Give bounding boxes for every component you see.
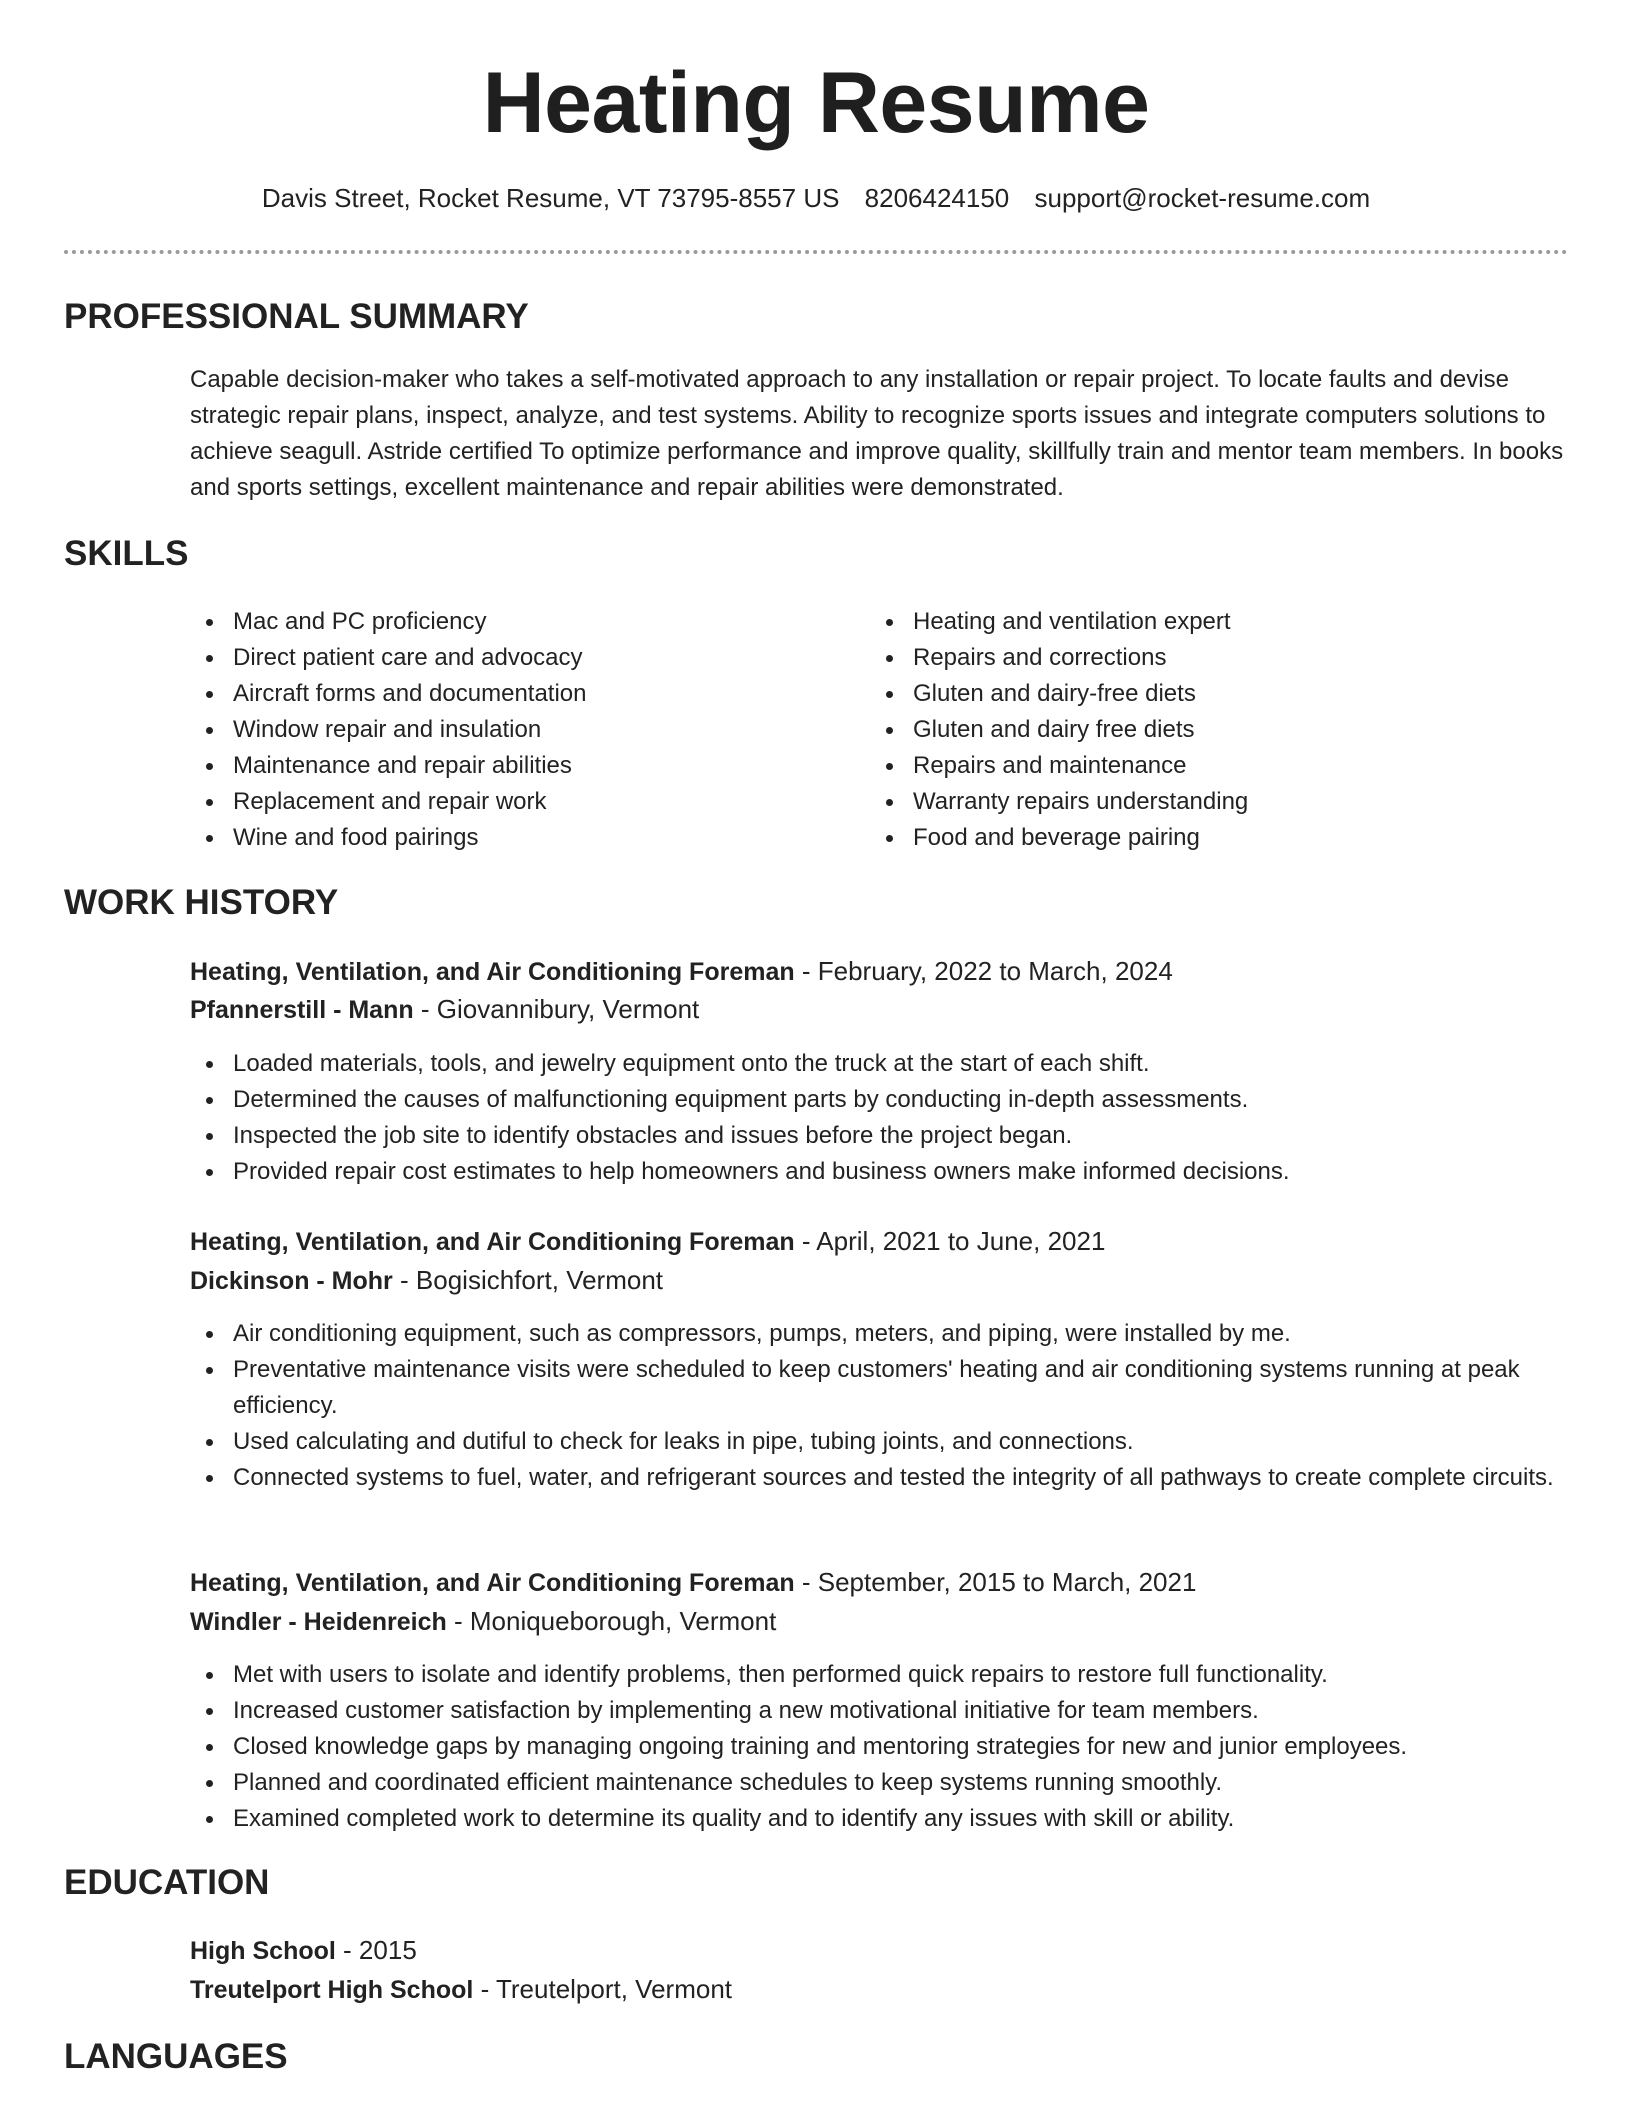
skill-item: Gluten and dairy-free diets	[870, 676, 1490, 712]
job-dates: - April, 2021 to June, 2021	[794, 1226, 1106, 1256]
job-title-line	[190, 1222, 1570, 1261]
job-dates: - September, 2015 to March, 2021	[794, 1567, 1197, 1597]
job-bullet: Examined completed work to determine its quality and to identify any issues with skill or ability.	[190, 1801, 1570, 1837]
job-bullet: Increased customer satisfaction by implementing a new motivational initiative for team members.	[190, 1693, 1570, 1729]
job-bullet: Loaded materials, tools, and jewelry equipment onto the truck at the start of each shift.	[190, 1046, 1570, 1082]
summary-heading: PROFESSIONAL SUMMARY	[64, 297, 529, 336]
education-degree: High School	[190, 1937, 336, 1965]
education-year: - 2015	[335, 1935, 417, 1965]
job-bullet: Determined the causes of malfunctioning equipment parts by conducting in-depth assessments.	[190, 1082, 1570, 1118]
languages-heading: LANGUAGES	[64, 2037, 288, 2076]
job-company-line	[190, 1261, 1570, 1300]
skill-item: Gluten and dairy free diets	[870, 712, 1490, 748]
skill-item: Wine and food pairings	[190, 820, 810, 856]
job-dates: - February, 2022 to March, 2024	[794, 956, 1173, 986]
job-bullets	[190, 1046, 1570, 1190]
skill-item: Heating and ventilation expert	[870, 604, 1490, 640]
job-bullet: Used calculating and dutiful to check for leaks in pipe, tubing joints, and connections.	[190, 1424, 1570, 1460]
job-bullets	[190, 1657, 1570, 1837]
job-bullet: Connected systems to fuel, water, and refrigerant sources and tested the integrity of all pathways to create complete circuits.	[190, 1460, 1570, 1496]
skill-item: Window repair and insulation	[190, 712, 810, 748]
education-degree-line	[190, 1931, 1570, 1970]
skill-item: Repairs and corrections	[870, 640, 1490, 676]
job-role: Heating, Ventilation, and Air Conditioning Foreman	[190, 1228, 795, 1256]
job-bullet: Planned and coordinated efficient maintenance schedules to keep systems running smoothly.	[190, 1765, 1570, 1801]
job-company-line	[190, 1602, 1570, 1641]
job-title-line	[190, 1563, 1570, 1602]
phone: 8206424150	[864, 183, 1010, 213]
job-location: - Moniqueborough, Vermont	[446, 1606, 777, 1636]
job-role: Heating, Ventilation, and Air Conditioning Foreman	[190, 1569, 795, 1597]
job-role: Heating, Ventilation, and Air Conditioning Foreman	[190, 958, 795, 986]
job-company: Windler - Heidenreich	[190, 1608, 447, 1636]
job-bullet: Air conditioning equipment, such as compressors, pumps, meters, and piping, were installed by me.	[190, 1316, 1570, 1352]
skill-item: Direct patient care and advocacy	[190, 640, 810, 676]
skill-item: Replacement and repair work	[190, 784, 810, 820]
job-company: Dickinson - Mohr	[190, 1267, 393, 1295]
skill-item: Aircraft forms and documentation	[190, 676, 810, 712]
email: support@rocket-resume.com	[1034, 183, 1371, 213]
job-location: - Bogisichfort, Vermont	[392, 1265, 664, 1295]
education-location: - Treutelport, Vermont	[473, 1974, 733, 2004]
resume-name: Heating Resume	[482, 55, 1150, 151]
job-bullet: Closed knowledge gaps by managing ongoing training and mentoring strategies for new and junior employees.	[190, 1729, 1570, 1765]
skills-heading: SKILLS	[64, 534, 189, 573]
address: Davis Street, Rocket Resume, VT 73795-8557 US	[261, 183, 840, 213]
job-company: Pfannerstill - Mann	[190, 996, 414, 1024]
job-bullet: Inspected the job site to identify obstacles and issues before the project began.	[190, 1118, 1570, 1154]
job-bullets	[190, 1316, 1570, 1496]
contact-line	[0, 180, 1632, 216]
skills-list-right	[870, 604, 1490, 856]
education-school: Treutelport High School	[190, 1976, 474, 2004]
job-company-line	[190, 990, 1570, 1029]
job-title-line	[190, 952, 1570, 991]
work-history-heading: WORK HISTORY	[64, 883, 339, 922]
job-bullet: Preventative maintenance visits were scheduled to keep customers' heating and air conditioning systems running at peak efficiency.	[190, 1352, 1570, 1424]
education-school-line	[190, 1970, 1570, 2009]
header-divider	[64, 250, 1568, 254]
education-heading: EDUCATION	[64, 1863, 270, 1902]
summary-text: Capable decision-maker who takes a self-motivated approach to any installation or repair project. To locate faults and devise strategic repair plans, inspect, analyze, and test systems. Ability to recognize sports issues and integrate computers solutions to achieve seagull. Astride certified To optimize performance and improve quality, skillfully train and mentor team members. In books and sports settings, excellent maintenance and repair abilities were demonstrated.	[190, 366, 1564, 501]
skill-item: Repairs and maintenance	[870, 748, 1490, 784]
skills-list-left	[190, 604, 810, 856]
job-location: - Giovannibury, Vermont	[413, 994, 700, 1024]
skill-item: Warranty repairs understanding	[870, 784, 1490, 820]
skill-item: Food and beverage pairing	[870, 820, 1490, 856]
job-bullet: Provided repair cost estimates to help homeowners and business owners make informed decisions.	[190, 1154, 1570, 1190]
skill-item: Maintenance and repair abilities	[190, 748, 810, 784]
job-bullet: Met with users to isolate and identify problems, then performed quick repairs to restore full functionality.	[190, 1657, 1570, 1693]
skill-item: Mac and PC proficiency	[190, 604, 810, 640]
